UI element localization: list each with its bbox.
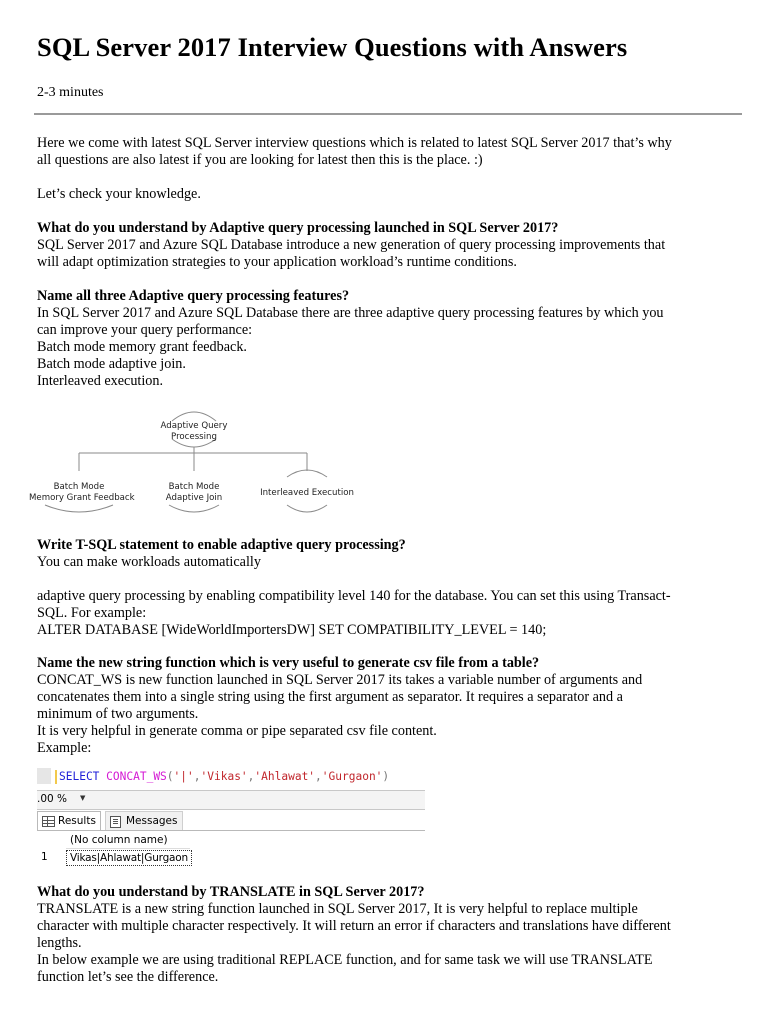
query-editor (37, 766, 425, 788)
diagram-root-label: Processing (171, 432, 217, 442)
sql-comma: , (247, 770, 255, 783)
child-3-arc-bottom (287, 505, 327, 512)
sql-keyword: SELECT (59, 770, 100, 783)
ssms-screenshot (37, 766, 425, 868)
diagram-node-memory-grant (29, 482, 135, 504)
sql-comma: , (315, 770, 322, 783)
message-icon (110, 816, 121, 828)
dropdown-arrow-icon[interactable]: ▼ (80, 794, 86, 802)
answer-line: TRANSLATE is a new string function launched in SQL Server 2017, It is very helpful to replace multiple (37, 901, 638, 917)
result-cell[interactable]: Vikas|Ahlawat|Gurgaon (66, 850, 192, 866)
sql-paren: ( (166, 770, 174, 783)
results-grid (37, 832, 425, 868)
diagram-node-label: Batch Mode (53, 482, 105, 492)
zoom-value: .00 % (37, 793, 68, 805)
answer-line: lengths. (37, 935, 82, 951)
code-line: ALTER DATABASE [WideWorldImportersDW] SET COMPATIBILITY_LEVEL = 140; (37, 622, 547, 638)
diagram-node-interleaved (257, 488, 357, 499)
section-adaptive-query (37, 220, 737, 271)
answer-line: In SQL Server 2017 and Azure SQL Database there are three adaptive query processing features by which you (37, 305, 664, 321)
answer-line: Example: (37, 740, 92, 756)
sql-function: CONCAT_WS (106, 770, 167, 783)
read-time: 2-3 minutes (37, 85, 104, 100)
sql-arg: 'Ahlawat' (254, 770, 316, 783)
answer-line: minimum of two arguments. (37, 706, 199, 722)
question-heading: Write T-SQL statement to enable adaptive query processing? (37, 537, 406, 553)
diagram-root-label: Adaptive Query (160, 421, 228, 431)
tab-results[interactable] (37, 811, 101, 830)
lets-check-text: Let’s check your knowledge. (37, 186, 201, 202)
sql-comma: , (193, 770, 201, 783)
section-enable-adaptive-detail (37, 588, 737, 639)
row-number: 1 (41, 851, 48, 863)
intro-line: all questions are also latest if you are looking for latest then this is the place. :) (37, 152, 483, 168)
feature-item: Batch mode memory grant feedback. (37, 339, 247, 355)
tab-messages[interactable] (105, 811, 183, 830)
sql-code (59, 770, 389, 783)
question-heading: What do you understand by TRANSLATE in SQL Server 2017? (37, 884, 425, 900)
question-heading: Name all three Adaptive query processing features? (37, 288, 350, 304)
question-heading: Name the new string function which is very useful to generate csv file from a table? (37, 655, 540, 671)
section-concat-ws (37, 655, 737, 757)
answer-line: SQL. For example: (37, 605, 147, 621)
diagram-node-label: Memory Grant Feedback (29, 493, 135, 503)
answer-line: In below example we are using traditional REPLACE function, and for same task we will use TRANSLATE (37, 952, 653, 968)
section-translate (37, 884, 737, 986)
answer-line: You can make workloads automatically (37, 554, 261, 570)
section-three-features (37, 288, 737, 390)
diagram-node-label: Interleaved Execution (260, 488, 354, 498)
sql-arg: 'Vikas' (200, 770, 248, 783)
sql-arg: 'Gurgaon' (321, 770, 383, 783)
child-3-arc-top (287, 470, 327, 477)
sql-arg: '|' (173, 770, 194, 783)
zoom-bar (37, 790, 425, 810)
change-marker (55, 770, 57, 784)
answer-line: It is very helpful in generate comma or pipe separated csv file content. (37, 723, 437, 739)
answer-line: CONCAT_WS is new function launched in SQL Server 2017 its takes a variable number of arguments and (37, 672, 643, 688)
tab-label: Messages (126, 815, 178, 827)
diagram-node-label: Batch Mode (168, 482, 220, 492)
root-node-arc-top (172, 412, 216, 421)
intro-line: Here we come with latest SQL Server interview questions which is related to latest SQL Server 2017 that’s why (37, 135, 672, 151)
diagram-node-adaptive-join (154, 482, 234, 504)
column-header[interactable]: (No column name) (66, 833, 190, 849)
diagram-root-node (154, 421, 234, 443)
answer-line: concatenates them into a single string using the first argument as separator. It requires a separator and a (37, 689, 623, 705)
intro-paragraph (37, 135, 737, 169)
answer-line: will adapt optimization strategies to your application workload’s runtime conditions. (37, 254, 517, 270)
feature-item: Batch mode adaptive join. (37, 356, 186, 372)
child-2-arc-bottom (169, 505, 219, 512)
answer-line: function let’s see the difference. (37, 969, 219, 985)
diagram-node-label: Adaptive Join (165, 493, 223, 503)
child-1-arc-bottom (45, 505, 113, 512)
result-tabs (37, 810, 425, 831)
tab-label: Results (58, 815, 96, 827)
answer-line: adaptive query processing by enabling compatibility level 140 for the database. You can set this using Transact- (37, 588, 671, 604)
page-title: SQL Server 2017 Interview Questions with Answers (37, 32, 628, 62)
grid-icon (42, 816, 55, 827)
sql-paren: ) (382, 770, 390, 783)
adaptive-query-diagram (29, 405, 367, 525)
answer-line: character with multiple character respectively. It will return an error if characters and translations have different (37, 918, 671, 934)
section-enable-adaptive (37, 537, 737, 571)
divider (34, 113, 742, 115)
question-heading: What do you understand by Adaptive query processing launched in SQL Server 2017? (37, 220, 559, 236)
editor-gutter (37, 768, 51, 784)
answer-line: can improve your query performance: (37, 322, 253, 338)
answer-line: SQL Server 2017 and Azure SQL Database introduce a new generation of query processing improvements that (37, 237, 666, 253)
feature-item: Interleaved execution. (37, 373, 164, 389)
